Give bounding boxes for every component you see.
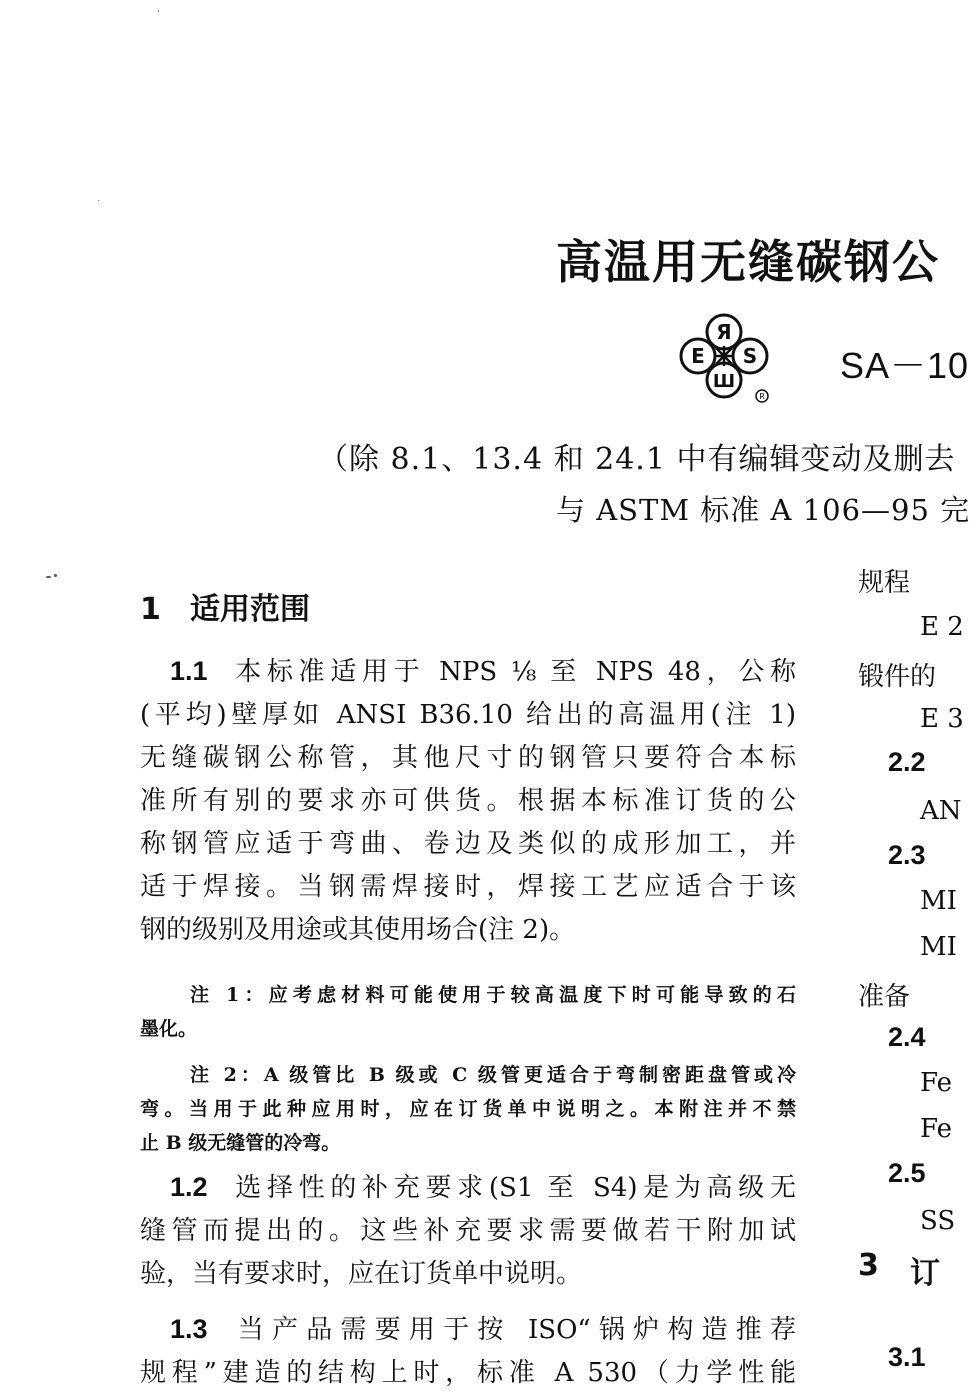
right-column-heading: 订: [910, 1256, 940, 1291]
svg-text:E: E: [691, 344, 705, 368]
paragraph-line: 钢的级别及用途或其使用场合(注 2)。: [140, 915, 576, 945]
right-column-text: E 3: [920, 704, 964, 734]
scan-speck: [158, 10, 159, 12]
paragraph-line: 无缝碳钢公称管，其他尺寸的钢管只要符合本标: [140, 743, 796, 773]
subtitle-line-1: （除 8.1、13.4 和 24.1 中有编辑变动及删去: [318, 442, 956, 477]
document-number: SA－10: [840, 345, 970, 386]
clause-number: 1.3: [170, 1314, 208, 1344]
right-column-clause: 2.4: [888, 1022, 926, 1052]
scan-speck: [46, 576, 51, 578]
note-line: 止 B 级无缝管的冷弯。: [140, 1132, 341, 1154]
paragraph-1-2: [140, 1166, 796, 1296]
scan-speck: [98, 200, 99, 201]
paragraph-line: 1.1 本标准适用于 NPS ⅛ 至 NPS 48，公称: [170, 656, 796, 687]
right-column-text: 锻件的: [858, 662, 937, 692]
right-column-clause: 2.2: [888, 747, 926, 777]
section-number: 1: [140, 592, 161, 627]
scan-speck: [54, 574, 57, 577]
right-column-text: Fe: [920, 1068, 953, 1098]
paragraph-line: 1.3 当产品需要用于按 ISO“锅炉构造推荐: [170, 1314, 796, 1345]
paragraph-line: 适于焊接。当钢需焊接时，焊接工艺应适合于该: [140, 872, 796, 902]
paragraph-1-1: [140, 650, 796, 952]
right-column-heading-number: 3: [858, 1248, 879, 1283]
asme-logo: [676, 308, 772, 404]
note-line: 墨化。: [140, 1018, 198, 1040]
paragraph-line: 验，当有要求时，应在订货单中说明。: [140, 1259, 583, 1289]
paragraph-line: (平均)壁厚如 ANSI B36.10 给出的高温用(注 1): [140, 700, 796, 730]
clause-number: 1.1: [170, 656, 208, 686]
note-line: 注 2：A 级管比 B 级或 C 级管更适合于弯制密距盘管或冷: [190, 1064, 796, 1086]
right-column-text: Fe: [920, 1114, 953, 1144]
svg-text:S: S: [742, 344, 758, 368]
paragraph-line: 称钢管应适于弯曲、卷边及类似的成形加工，并: [140, 829, 796, 859]
right-column-text: MI: [920, 932, 957, 962]
section-title: 适用范围: [190, 592, 310, 627]
paragraph-line: 规程”建造的结构上时，标准 A 530（力学性能: [140, 1358, 796, 1388]
right-column-text: MI: [920, 886, 957, 916]
svg-text:Ш: Ш: [712, 371, 736, 392]
right-column-text: AN: [920, 796, 962, 826]
svg-text:Я: Я: [716, 320, 732, 344]
right-column-clause: 2.5: [888, 1158, 926, 1188]
right-column-text: E 2: [920, 612, 964, 642]
note-line: 弯。当用于此种应用时，应在订货单中说明之。本附注并不禁: [140, 1098, 796, 1120]
right-column-text: SS: [920, 1206, 956, 1236]
right-column-clause: 3.1: [888, 1342, 926, 1372]
subtitle-line-2: 与 ASTM 标准 A 106—95 完: [556, 493, 970, 527]
section-1-heading: [140, 584, 310, 628]
note-2: [140, 1058, 796, 1160]
paragraph-line: 1.2 选择性的补充要求(S1 至 S4)是为高级无: [170, 1172, 796, 1203]
document-title: 高温用无缝碳钢公: [556, 235, 940, 289]
paragraph-1-3: [140, 1308, 796, 1395]
paragraph-line: 准所有别的要求亦可供货。根据本标准订货的公: [140, 786, 796, 816]
note-line: 注 1：应考虑材料可能使用于较高温度下时可能导致的石: [190, 984, 796, 1006]
svg-text:R: R: [759, 392, 765, 401]
right-column-clause: 2.3: [888, 840, 926, 870]
clause-number: 1.2: [170, 1172, 208, 1202]
note-1: [140, 978, 796, 1046]
right-column-text: 规程: [858, 568, 911, 598]
right-column-text: 准备: [858, 982, 911, 1012]
paragraph-line: 缝管而提出的。这些补充要求需要做若干附加试: [140, 1216, 796, 1246]
